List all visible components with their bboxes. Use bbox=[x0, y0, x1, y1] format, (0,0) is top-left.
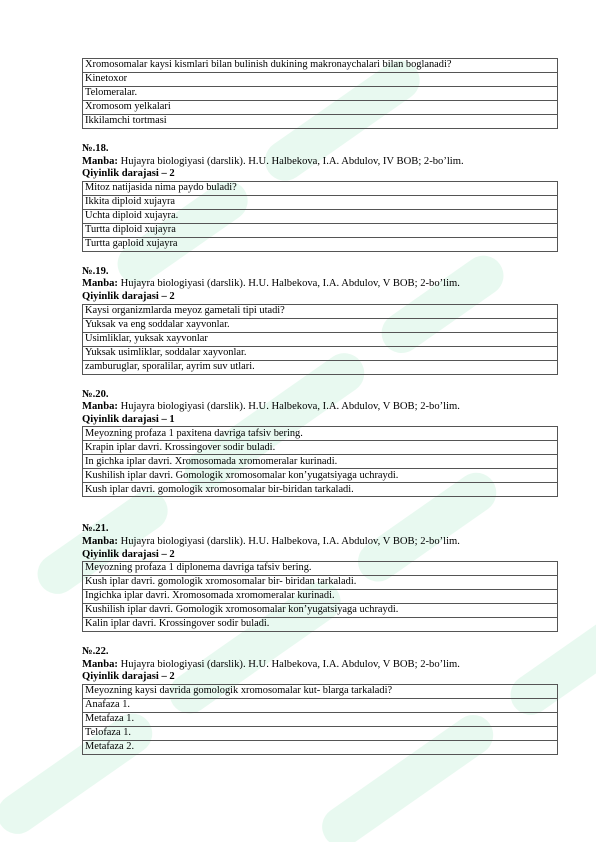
answer-row bbox=[83, 576, 558, 590]
answer-row bbox=[83, 740, 558, 754]
answer-row bbox=[83, 115, 558, 129]
answer-row bbox=[83, 332, 558, 346]
question-row bbox=[83, 562, 558, 576]
question-text: Xromosomalar kaysi kismlari bilan bulinish dukining makronaychalari bilan boglanadi? bbox=[83, 59, 558, 73]
answer-text: Ingichka iplar davri. Xromosomada xromomeralar kurinadi. bbox=[83, 590, 558, 604]
answer-text: Metafaza 1. bbox=[83, 712, 558, 726]
answer-row bbox=[83, 604, 558, 618]
answer-text: Kush iplar davri. gomologik xromosomalar bir-biridan tarkaladi. bbox=[83, 483, 558, 497]
question-number: №.21. bbox=[82, 523, 109, 535]
answer-row bbox=[83, 726, 558, 740]
question-row bbox=[83, 684, 558, 698]
answer-row bbox=[83, 483, 558, 497]
answer-table bbox=[82, 426, 558, 497]
answer-row bbox=[83, 712, 558, 726]
answer-text: Kushilish iplar davri. Gomologik xromosomalar kon’yugatsiyaga uchraydi. bbox=[83, 469, 558, 483]
answer-table bbox=[82, 684, 558, 755]
question-block-20 bbox=[82, 389, 558, 498]
question-source: Manba: Hujayra biologiyasi (darslik). H.U. Halbekova, I.A. Abdulov, IV BOB; 2-bo’lim. bbox=[82, 155, 464, 167]
answer-text: Krapin iplar davri. Krossingover sodir buladi. bbox=[83, 441, 558, 455]
answer-text: Ikkilamchi tortmasi bbox=[83, 115, 558, 129]
answer-row bbox=[83, 209, 558, 223]
question-row bbox=[83, 59, 558, 73]
answer-row bbox=[83, 346, 558, 360]
answer-row bbox=[83, 237, 558, 251]
answer-text: Uchta diploid xujayra. bbox=[83, 209, 558, 223]
answer-text: Yuksak usimliklar, soddalar xayvonlar. bbox=[83, 346, 558, 360]
answer-text: Anafaza 1. bbox=[83, 698, 558, 712]
question-number: №.22. bbox=[82, 646, 109, 658]
question-block-21 bbox=[82, 523, 558, 632]
answer-text: Kalin iplar davri. Krossingover sodir buladi. bbox=[83, 618, 558, 632]
difficulty-level: Qiyinlik darajasi – 2 bbox=[82, 168, 175, 180]
answer-row bbox=[83, 455, 558, 469]
answer-row bbox=[83, 618, 558, 632]
difficulty-level: Qiyinlik darajasi – 2 bbox=[82, 548, 175, 560]
question-source: Manba: Hujayra biologiyasi (darslik). H.U. Halbekova, I.A. Abdulov, V BOB; 2-bo’lim. bbox=[82, 278, 460, 290]
question-source: Manba: Hujayra biologiyasi (darslik). H.U. Halbekova, I.A. Abdulov, V BOB; 2-bo’lim. bbox=[82, 535, 460, 547]
document-content bbox=[82, 58, 558, 755]
answer-row bbox=[83, 469, 558, 483]
answer-text: Yuksak va eng soddalar xayvonlar. bbox=[83, 318, 558, 332]
answer-text: zamburuglar, sporalilar, ayrim suv utlari. bbox=[83, 360, 558, 374]
question-row bbox=[83, 181, 558, 195]
answer-table bbox=[82, 304, 558, 375]
question-text: Mitoz natijasida nima paydo buladi? bbox=[83, 181, 558, 195]
answer-text: Kush iplar davri. gomologik xromosomalar bir- biridan tarkaladi. bbox=[83, 576, 558, 590]
answer-row bbox=[83, 441, 558, 455]
answer-table bbox=[82, 181, 558, 252]
answer-text: In gichka iplar davri. Xromosomada xromomeralar kurinadi. bbox=[83, 455, 558, 469]
question-block-19 bbox=[82, 266, 558, 375]
question-number: №.19. bbox=[82, 265, 109, 277]
answer-text: Telofaza 1. bbox=[83, 726, 558, 740]
question-source: Manba: Hujayra biologiyasi (darslik). H.U. Halbekova, I.A. Abdulov, V BOB; 2-bo’lim. bbox=[82, 401, 460, 413]
answer-table bbox=[82, 561, 558, 632]
difficulty-level: Qiyinlik darajasi – 2 bbox=[82, 671, 175, 683]
answer-row bbox=[83, 195, 558, 209]
answer-text: Usimliklar, yuksak xayvonlar bbox=[83, 332, 558, 346]
answer-text: Kinetoxor bbox=[83, 73, 558, 87]
answer-row bbox=[83, 698, 558, 712]
answer-table bbox=[82, 58, 558, 129]
question-number: №.20. bbox=[82, 388, 109, 400]
answer-row bbox=[83, 101, 558, 115]
answer-text: Xromosom yelkalari bbox=[83, 101, 558, 115]
question-block-18 bbox=[82, 143, 558, 252]
answer-row bbox=[83, 87, 558, 101]
answer-text: Turtta diploid xujayra bbox=[83, 223, 558, 237]
difficulty-level: Qiyinlik darajasi – 2 bbox=[82, 290, 175, 302]
question-block-17 bbox=[82, 58, 558, 129]
question-text: Meyozning profaza 1 paxitena davriga tafsiv bering. bbox=[83, 427, 558, 441]
answer-text: Turtta gaploid xujayra bbox=[83, 237, 558, 251]
answer-row bbox=[83, 73, 558, 87]
question-text: Meyozning profaza 1 diplonema davriga tafsiv bering. bbox=[83, 562, 558, 576]
question-text: Kaysi organizmlarda meyoz gametali tipi utadi? bbox=[83, 304, 558, 318]
question-row bbox=[83, 304, 558, 318]
difficulty-level: Qiyinlik darajasi – 1 bbox=[82, 413, 175, 425]
question-text: Meyozning kaysi davrida gomologik xromosomalar kut- blarga tarkaladi? bbox=[83, 684, 558, 698]
question-row bbox=[83, 427, 558, 441]
answer-row bbox=[83, 223, 558, 237]
question-number: №.18. bbox=[82, 143, 109, 154]
answer-row bbox=[83, 360, 558, 374]
question-source: Manba: Hujayra biologiyasi (darslik). H.U. Halbekova, I.A. Abdulov, V BOB; 2-bo’lim. bbox=[82, 658, 460, 670]
answer-text: Telomeralar. bbox=[83, 87, 558, 101]
answer-text: Ikkita diploid xujayra bbox=[83, 195, 558, 209]
answer-row bbox=[83, 318, 558, 332]
answer-text: Kushilish iplar davri. Gomologik xromosomalar kon’yugatsiyaga uchraydi. bbox=[83, 604, 558, 618]
question-block-22 bbox=[82, 646, 558, 755]
answer-text: Metafaza 2. bbox=[83, 740, 558, 754]
answer-row bbox=[83, 590, 558, 604]
